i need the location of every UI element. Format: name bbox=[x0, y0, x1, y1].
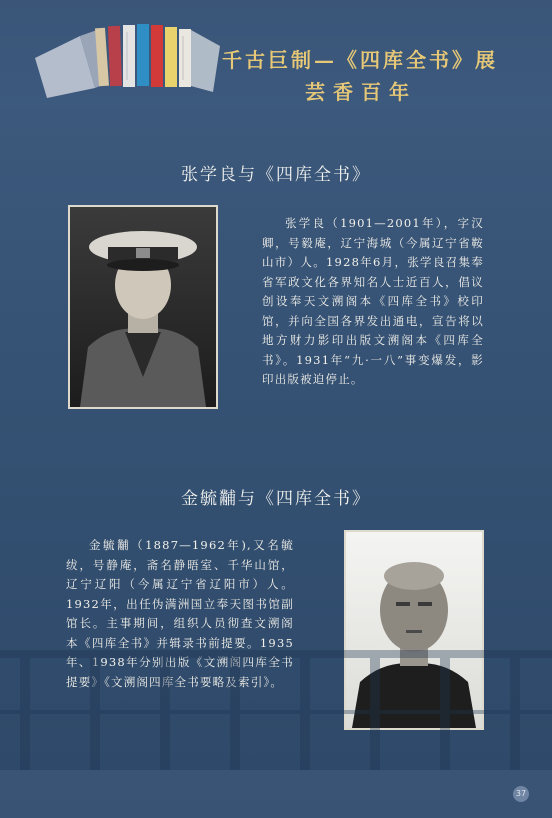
background-pavilion-image bbox=[0, 560, 552, 818]
bio-zhang-text: 张学良（1901—2001年），字汉卿，号毅庵，辽宁海城（今属辽宁省鞍山市）人。1928年6月，张学良召集奉省军政文化各界知名人士近百人，倡议创设奉天文溯阁本《四库全书》校印馆，并向全国各界发出通电，宣告将以地方财力影印出版文溯阁本《四库全书》。1931年“九·一八”事变爆发，影印出版被迫停止。 bbox=[262, 216, 484, 386]
exhibit-title: 千古巨制—《四库全书》展 bbox=[222, 48, 498, 72]
bio-zhang-xueliang bbox=[262, 214, 484, 390]
section-title-jin: 金毓黼与《四库全书》 bbox=[181, 489, 371, 509]
exhibit-subtitle: 芸香百年 bbox=[305, 80, 417, 104]
books-illustration bbox=[35, 18, 220, 98]
section-title-zhang: 张学良与《四库全书》 bbox=[181, 165, 371, 185]
portrait-zhang-xueliang bbox=[68, 205, 218, 409]
bio-jin-text: 金毓黼（1887—1962年),又名毓绂，号静庵，斋名静晤室、千华山馆，辽宁辽阳（今属辽宁省辽阳市）人。1932年，出任伪满洲国立奉天图书馆副馆长。主事期间，组织人员彻查文溯阁本《四库全书》并辑录书前提要。1935年、1938年分别出版《文溯阁四库全书提要》《文溯阁四库全书要略及索引》。 bbox=[66, 538, 294, 689]
page-number: 37 bbox=[513, 786, 529, 802]
